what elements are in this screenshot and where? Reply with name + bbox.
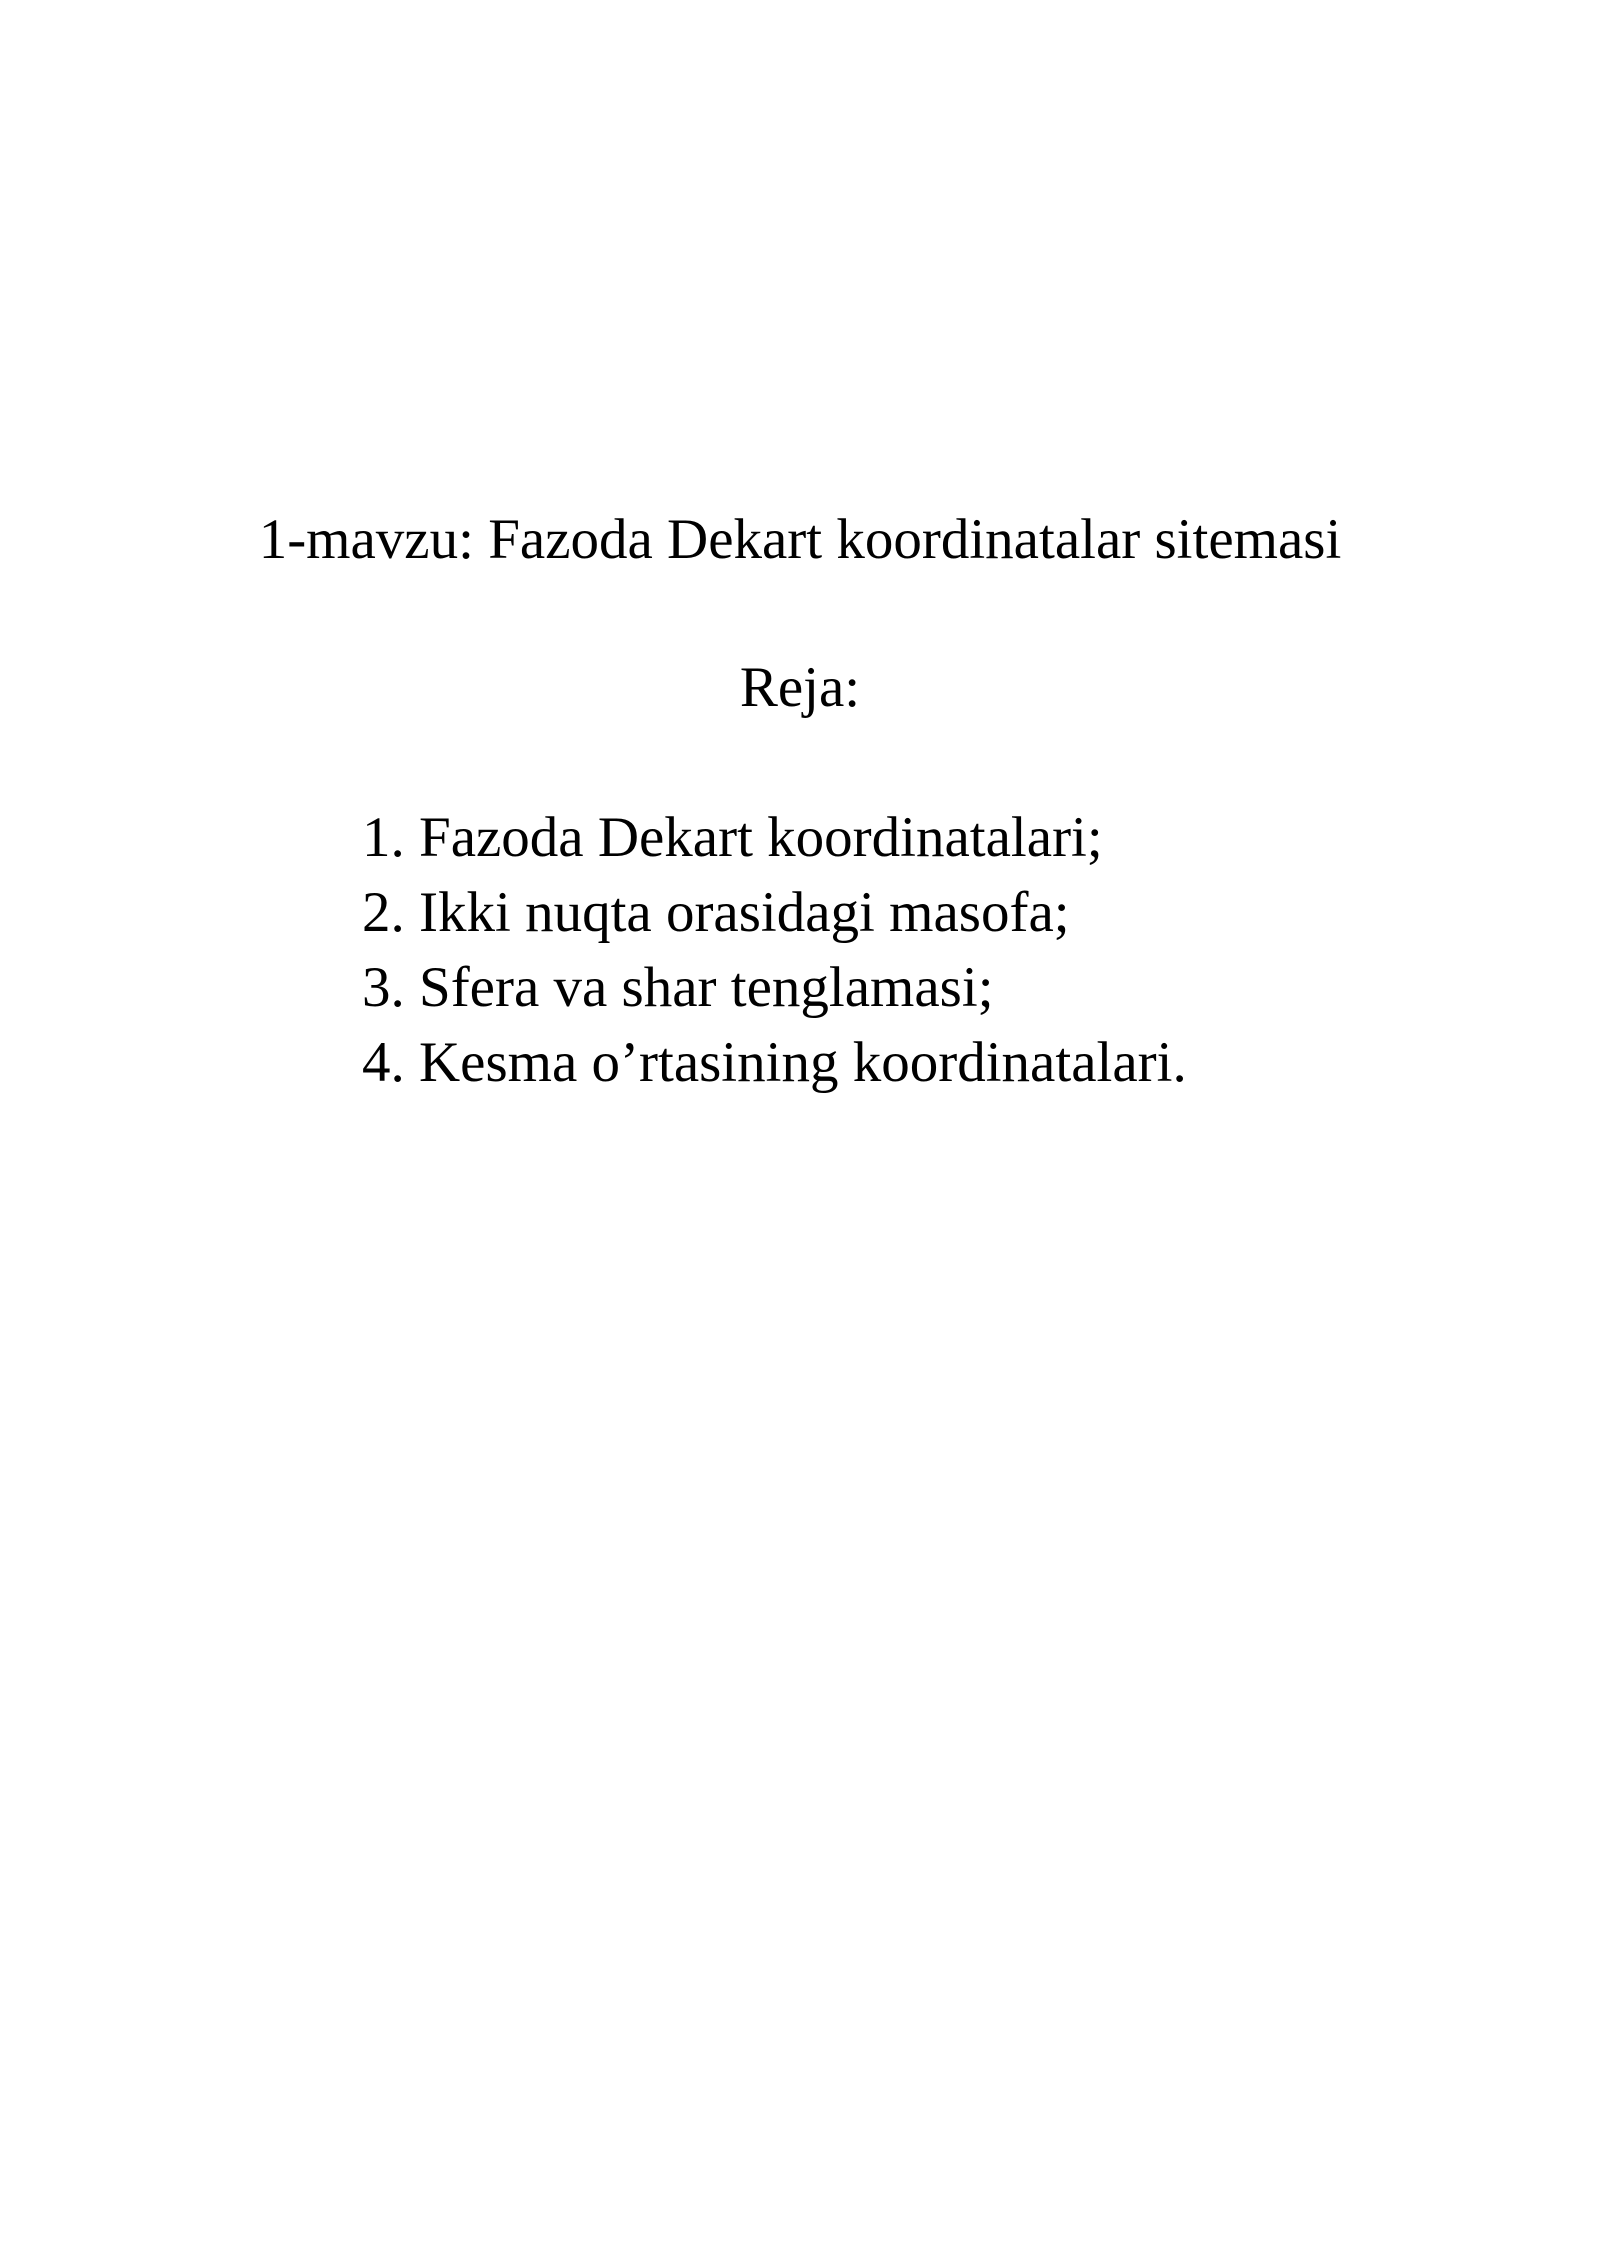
plan-item-1: 1. Fazoda Dekart koordinatalari; bbox=[362, 806, 1103, 869]
plan-list bbox=[362, 800, 1187, 1100]
plan-item-2: 2. Ikki nuqta orasidagi masofa; bbox=[362, 881, 1070, 944]
plan-heading: Reja: bbox=[739, 656, 861, 719]
plan-item-4: 4. Kesma o’rtasining koordinatalari. bbox=[362, 1031, 1187, 1094]
plan-item-3: 3. Sfera va shar tenglamasi; bbox=[362, 956, 994, 1019]
page-title: 1-mavzu: Fazoda Dekart koordinatalar sitemasi bbox=[258, 508, 1342, 571]
